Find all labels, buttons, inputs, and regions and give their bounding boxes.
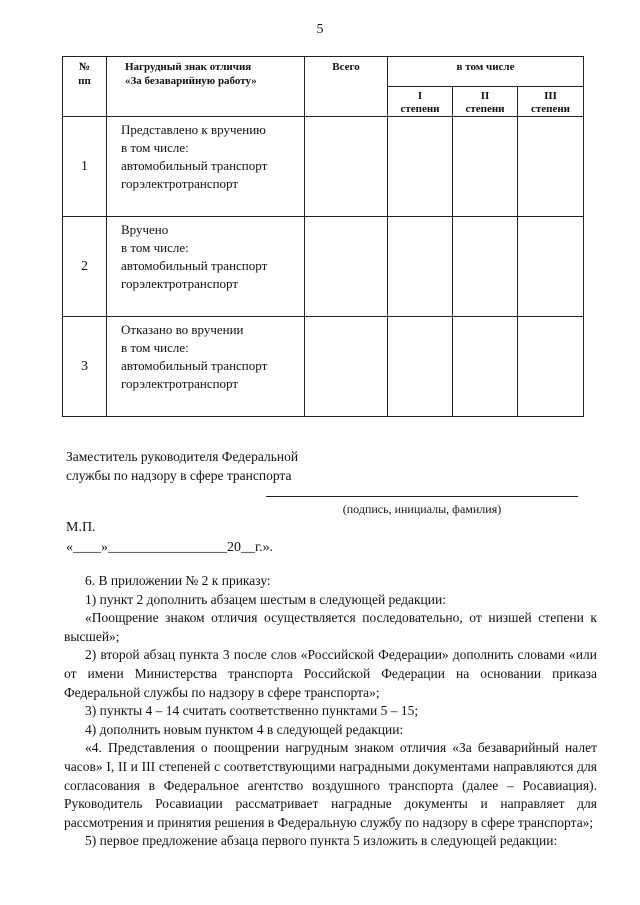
row-num: 1 [63, 117, 107, 217]
page-number: 5 [316, 22, 324, 37]
row-num: 3 [63, 317, 107, 417]
header-num: № пп [63, 57, 107, 117]
paragraph: 2) второй абзац пункта 3 после слов «Российской Федерации» дополнить словами «или от имени Министерства транспорта Российской Федерации на основании приказа Федеральной службы по надзору в сфере транспорта»; [64, 647, 597, 700]
header-total: Всего [305, 57, 388, 117]
stamp-mark: М.П. [66, 520, 96, 535]
row-desc: Отказано во вручении в том числе: автомобильный транспорт горэлектротранспорт [107, 317, 305, 417]
paragraph: 4) дополнить новым пунктом 4 в следующей редакции: [85, 721, 404, 737]
signer-title-line1: Заместитель руководителя Федеральной [66, 449, 299, 464]
row-num: 2 [63, 217, 107, 317]
table-row [63, 117, 584, 217]
signature-caption: (подпись, инициалы, фамилия) [342, 502, 502, 516]
paragraph: 5) первое предложение абзаца первого пункта 5 изложить в следующей редакции: [85, 833, 558, 849]
paragraph: 1) пункт 2 дополнить абзацем шестым в следующей редакции: [85, 591, 446, 607]
header-degree-2: II степени [453, 87, 518, 117]
signature-line [266, 496, 578, 497]
cell-degree-1 [388, 217, 453, 317]
paragraph: 6. В приложении № 2 к приказу: [85, 573, 271, 588]
header-group: в том числе [388, 57, 584, 87]
awards-table [62, 56, 584, 417]
cell-total [305, 217, 388, 317]
cell-total [305, 317, 388, 417]
row-desc: Представлено к вручению в том числе: автомобильный транспорт горэлектротранспорт [107, 117, 305, 217]
cell-degree-2 [453, 117, 518, 217]
cell-degree-2 [453, 317, 518, 417]
cell-degree-3 [518, 317, 584, 417]
cell-degree-3 [518, 217, 584, 317]
table-row [63, 217, 584, 317]
header-name: Нагрудный знак отличия «За безаварийную работу» [107, 57, 305, 117]
table-row [63, 317, 584, 417]
cell-degree-1 [388, 317, 453, 417]
signer-title-line2: службы по надзору в сфере транспорта [66, 468, 292, 483]
cell-total [305, 117, 388, 217]
cell-degree-2 [453, 217, 518, 317]
cell-degree-3 [518, 117, 584, 217]
paragraph: 3) пункты 4 – 14 считать соответственно пунктами 5 – 15; [85, 703, 419, 719]
cell-degree-1 [388, 117, 453, 217]
paragraph: «Поощрение знаком отличия осуществляется последовательно, от низшей степени к высшей»; [64, 610, 597, 644]
row-desc: Вручено в том числе: автомобильный транспорт горэлектротранспорт [107, 217, 305, 317]
date-line: «____»_________________20__г.». [66, 540, 274, 555]
amendments-text [64, 572, 597, 851]
paragraph: «4. Представления о поощрении нагрудным знаком отличия «За безаварийный налет часов» I, II и III степеней с соответствующими наградными документами направляются для согласования в Федеральное агентство воздушного транспорта (далее – Росавиация). Руководитель Росавиации рассматривает наградные документы и направляет для рассмотрения и принятия решения в Федеральную службу по надзору в сфере транспорта»; [64, 740, 597, 830]
header-degree-1: I степени [388, 87, 453, 117]
header-degree-3: III степени [518, 87, 584, 117]
